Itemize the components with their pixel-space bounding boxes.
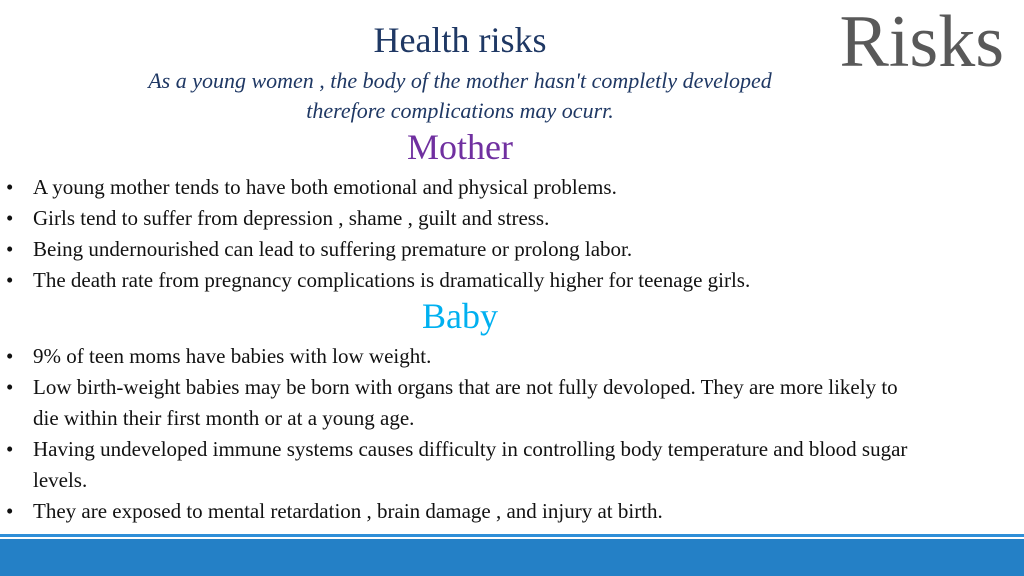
bullet-icon: • <box>6 499 14 523</box>
bullet-icon: • <box>6 206 14 230</box>
list-item-text: Girls tend to suffer from depression , shame , guilt and stress. <box>33 206 550 230</box>
bullet-icon: • <box>6 437 14 461</box>
list-item-text: The death rate from pregnancy complications is dramatically higher for teenage girls. <box>33 268 751 292</box>
baby-list <box>0 341 915 527</box>
footer-divider <box>0 534 1024 537</box>
list-item-text: Having undeveloped immune systems causes difficulty in controlling body temperature and blood sugar levels. <box>33 437 908 492</box>
footer-band <box>0 539 1024 576</box>
list-item-text: Low birth-weight babies may be born with organs that are not fully devoloped. They are more likely to die within their first month or at a young age. <box>33 375 898 430</box>
list-item-text: They are exposed to mental retardation , brain damage , and injury at birth. <box>33 499 663 523</box>
list-item-text: Being undernourished can lead to suffering premature or prolong labor. <box>33 237 633 261</box>
list-item <box>0 496 915 527</box>
bullet-icon: • <box>6 344 14 368</box>
list-item <box>0 203 915 234</box>
baby-heading: Baby <box>422 296 498 336</box>
bullet-icon: • <box>6 237 14 261</box>
corner-title: Risks <box>839 1 1004 83</box>
subtitle <box>0 66 920 126</box>
bullet-icon: • <box>6 175 14 199</box>
list-item <box>0 265 915 296</box>
list-item <box>0 172 915 203</box>
mother-heading: Mother <box>407 127 513 167</box>
bullet-icon: • <box>6 268 14 292</box>
subtitle-line: therefore complications may ocurr. <box>306 98 614 123</box>
list-item <box>0 341 915 372</box>
list-item <box>0 234 915 265</box>
list-item-text: A young mother tends to have both emotional and physical problems. <box>33 175 617 199</box>
list-item <box>0 434 915 496</box>
mother-list <box>0 172 915 296</box>
health-risks-heading: Health risks <box>373 20 547 60</box>
list-item <box>0 372 915 434</box>
bullet-icon: • <box>6 375 14 399</box>
list-item-text: 9% of teen moms have babies with low weight. <box>33 344 432 368</box>
subtitle-line: As a young women , the body of the mother hasn't completly developed <box>148 68 772 93</box>
